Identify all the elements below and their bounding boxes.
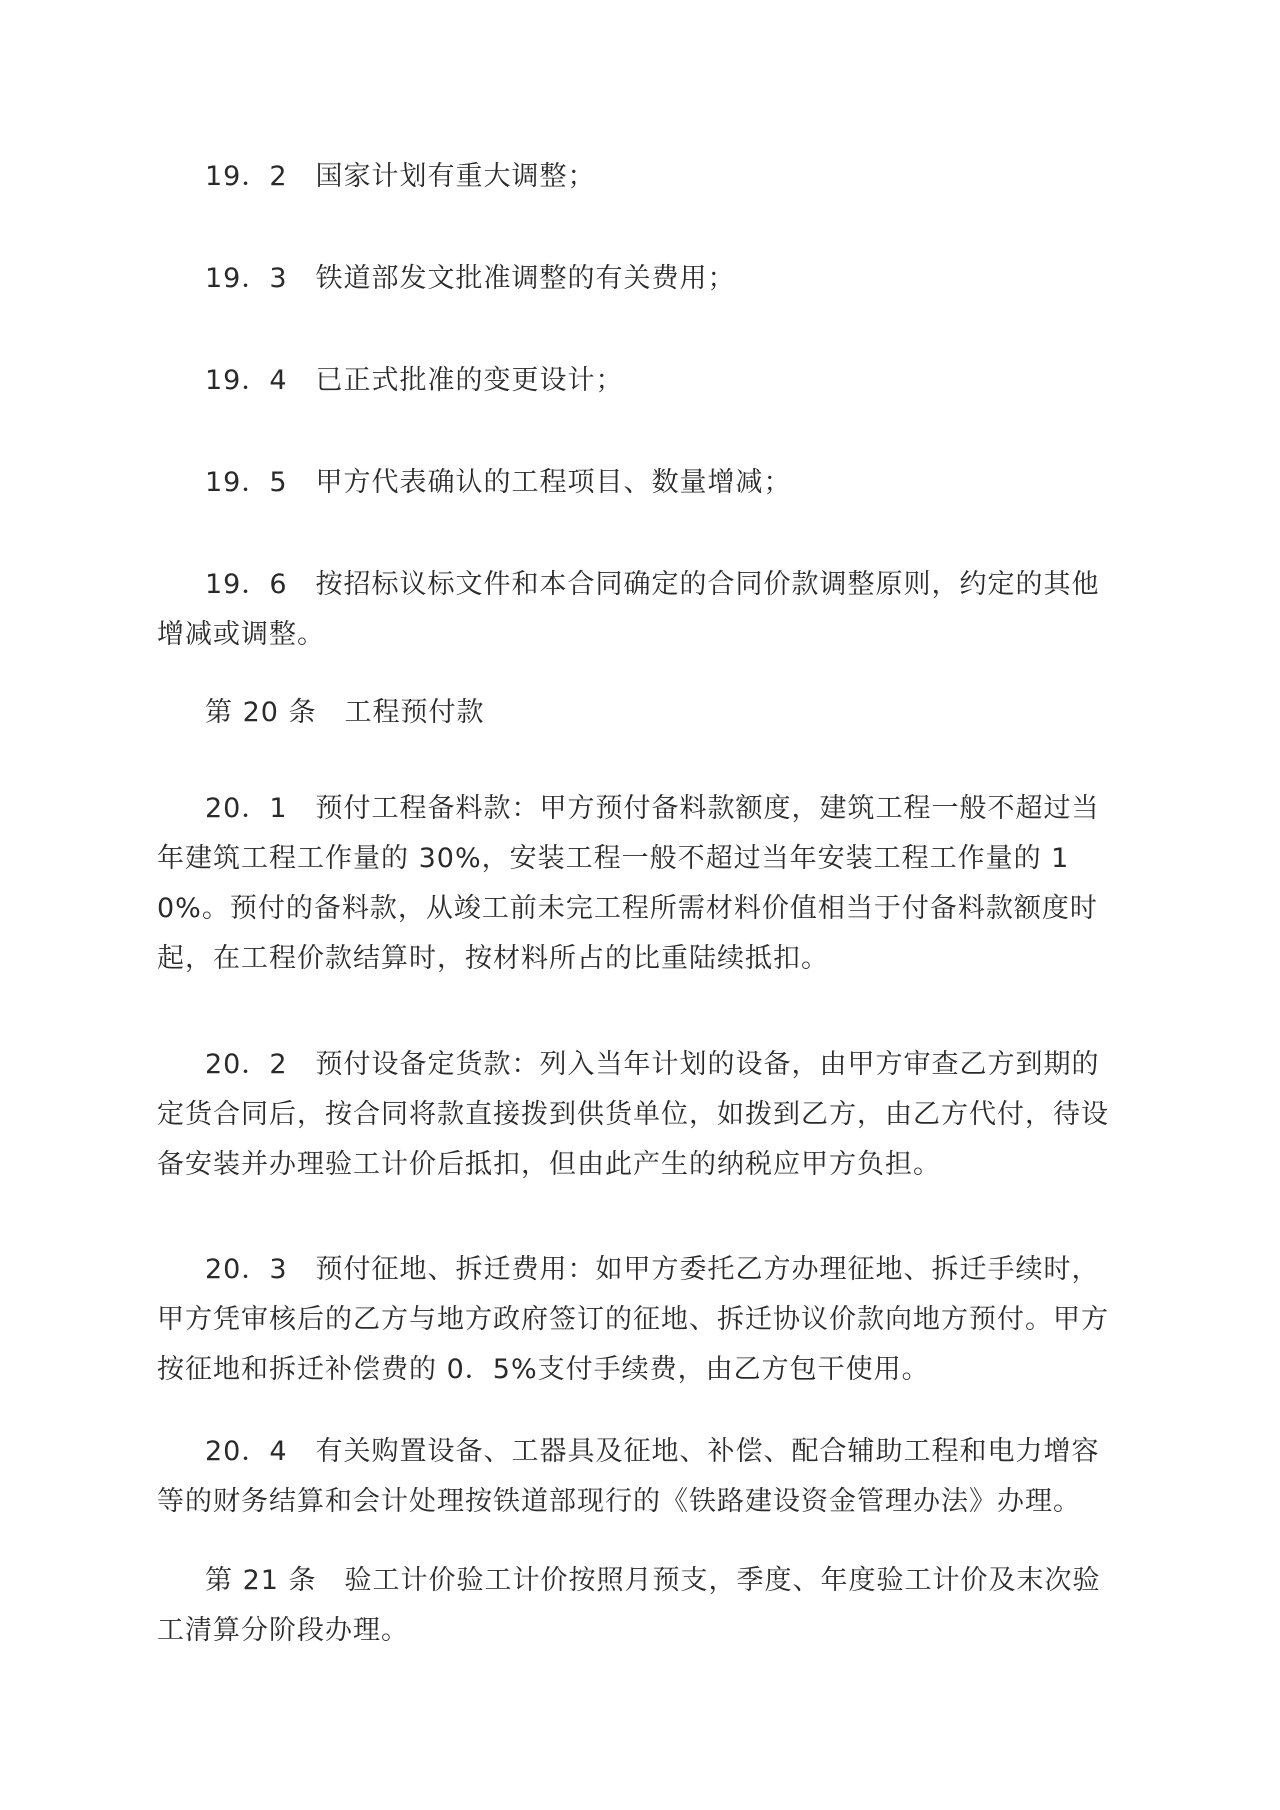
clause-20-3: 20．3 预付征地、拆迁费用：如甲方委托乙方办理征地、拆迁手续时，甲方凭审核后的乙方与地方政府签订的征地、拆迁协议价款向地方预付。甲方按征地和拆迁补偿费的 0．5%支付手续费，由乙方包干使用。	[157, 1254, 1109, 1385]
clause-20-1: 20．1 预付工程备料款：甲方预付备料款额度，建筑工程一般不超过当年建筑工程工作量的 30%，安装工程一般不超过当年安装工程工作量的 10%。预付的备料款，从竣工前未完工程所需材料价值相当于付备料款额度时起，在工程价款结算时，按材料所占的比重陆续抵扣。	[157, 793, 1100, 974]
clause-19-3: 19．3 铁道部发文批准调整的有关费用；	[205, 263, 736, 294]
article-21: 第 21 条 验工计价验工计价按照月预支，季度、年度验工计价及末次验工清算分阶段办理。	[157, 1565, 1101, 1646]
clause-20-4: 20．4 有关购置设备、工器具及征地、补偿、配合辅助工程和电力增容等的财务结算和会计处理按铁道部现行的《铁路建设资金管理办法》办理。	[157, 1436, 1100, 1517]
clause-19-6: 19．6 按招标议标文件和本合同确定的合同价款调整原则，约定的其他增减或调整。	[157, 569, 1100, 650]
clause-19-2: 19．2 国家计划有重大调整；	[205, 161, 596, 192]
clause-19-4: 19．4 已正式批准的变更设计；	[205, 365, 624, 396]
clause-20-2: 20．2 预付设备定货款：列入当年计划的设备，由甲方审查乙方到期的定货合同后，按合同将款直接拨到供货单位，如拨到乙方，由乙方代付，待设备安装并办理验工计价后抵扣，但由此产生的纳税应甲方负担。	[157, 1049, 1109, 1180]
article-20-heading: 第 20 条 工程预付款	[205, 697, 485, 728]
clause-19-5: 19．5 甲方代表确认的工程项目、数量增减；	[205, 467, 792, 498]
